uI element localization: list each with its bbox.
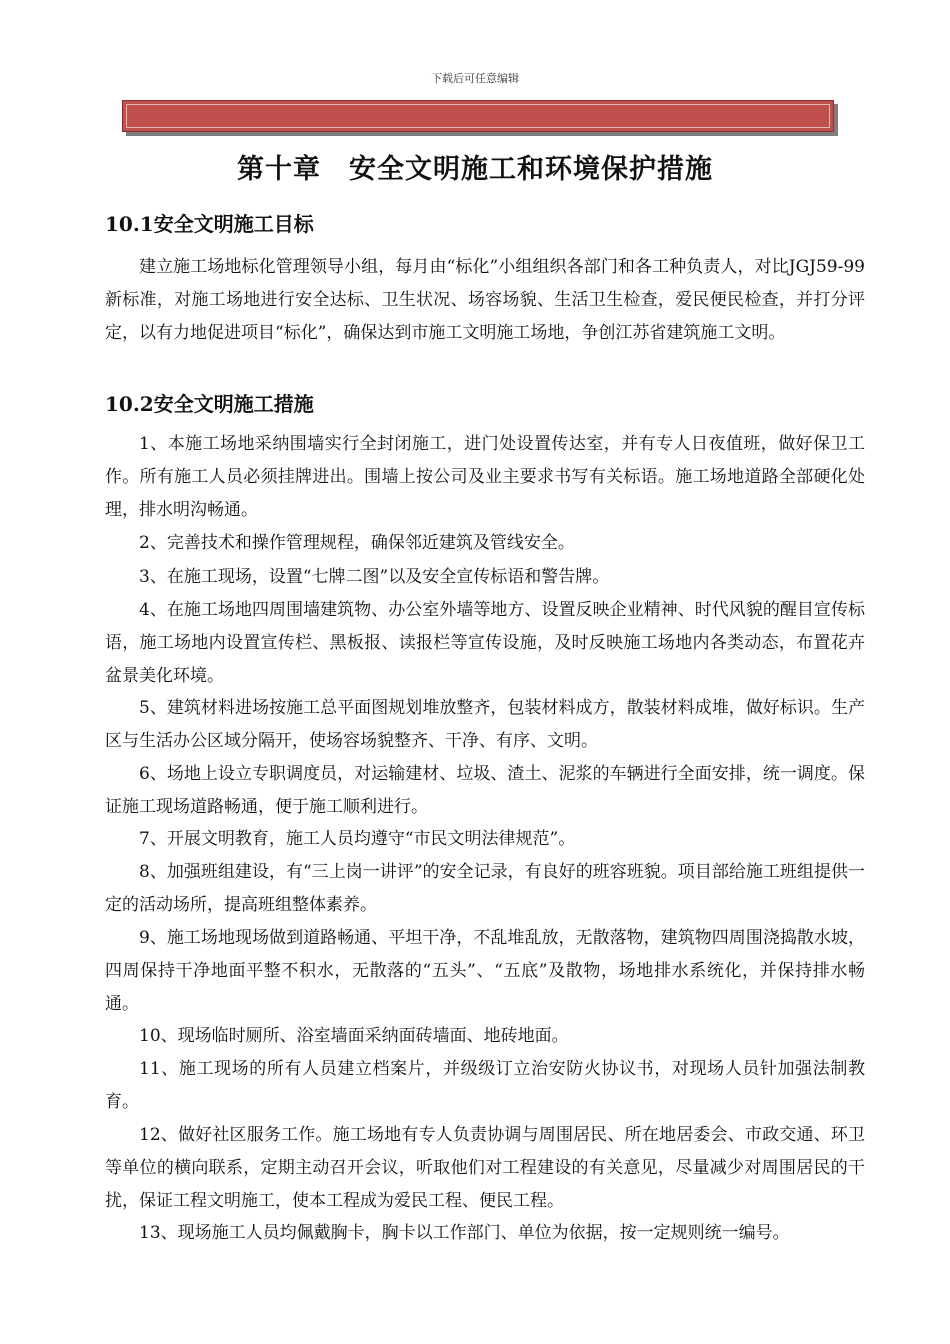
measure-item-6: 6、场地上设立专职调度员，对运输建材、垃圾、渣土、泥浆的车辆进行全面安排，统一调度。保证施工现场道路畅通，便于施工顺利进行。 [105, 764, 865, 817]
chapter-title: 第十章 安全文明施工和环境保护措施 [237, 154, 713, 185]
measure-item-10: 10、现场临时厕所、浴室墙面采纳面砖墙面、地砖地面。 [139, 1026, 569, 1046]
section-heading-10-1: 10.1安全文明施工目标 [105, 212, 314, 236]
measure-item-7: 7、开展文明教育，施工人员均遵守“市民文明法律规范”。 [139, 829, 576, 849]
measure-item-3: 3、在施工现场，设置“七牌二图”以及安全宣传标语和警告牌。 [139, 567, 610, 587]
measure-item-13: 13、现场施工人员均佩戴胸卡，胸卡以工作部门、单位为依据，按一定规则统一编号。 [139, 1223, 790, 1243]
section-heading-10-2: 10.2安全文明施工措施 [105, 392, 314, 416]
measure-item-4: 4、在施工场地四周围墙建筑物、办公室外墙等地方、设置反映企业精神、时代风貌的醒目宣传标语，施工场地内设置宣传栏、黑板报、读报栏等宣传设施，及时反映施工场地内各类动态，布置花卉盆景美化环境。 [105, 600, 865, 686]
measure-item-2: 2、完善技术和操作管理规程，确保邻近建筑及管线安全。 [139, 533, 575, 553]
measure-item-8: 8、加强班组建设，有“三上岗一讲评”的安全记录，有良好的班容班貌。项目部给施工班组提供一定的活动场所，提高班组整体素养。 [105, 862, 865, 915]
banner-inner-border [126, 104, 830, 128]
measure-item-12: 12、做好社区服务工作。施工场地有专人负责协调与周围居民、所在地居委会、市政交通、环卫等单位的横向联系，定期主动召开会议，听取他们对工程建设的有关意见，尽量减少对周围居民的干扰，保证工程文明施工，使本工程成为爱民工程、便民工程。 [105, 1125, 865, 1211]
decorative-banner [122, 100, 834, 132]
header-note: 下载后可任意编辑 [431, 72, 519, 85]
measure-item-1: 1、本施工场地采纳围墙实行全封闭施工，进门处设置传达室，并有专人日夜值班，做好保卫工作。所有施工人员必须挂牌进出。围墙上按公司及业主要求书写有关标语。施工场地道路全部硬化处理，排水明沟畅通。 [105, 434, 865, 520]
paragraph-10-1-goal: 建立施工场地标化管理领导小组，每月由“标化”小组组织各部门和各工种负责人，对比JGJ59-99新标准，对施工场地进行安全达标、卫生状况、场容场貌、生活卫生检查，爱民便民检查，并打分评定，以有力地促进项目“标化”，确保达到市施工文明施工场地，争创江苏省建筑施工文明。 [105, 257, 865, 343]
measure-item-9: 9、施工场地现场做到道路畅通、平坦干净，不乱堆乱放，无散落物，建筑物四周围浇捣散水坡，四周保持干净地面平整不积水，无散落的“五头”、“五底”及散物，场地排水系统化，并保持排水畅通。 [105, 928, 865, 1014]
measure-item-5: 5、建筑材料进场按施工总平面图规划堆放整齐，包装材料成方，散装材料成堆，做好标识。生产区与生活办公区域分隔开，使场容场貌整齐、干净、有序、文明。 [105, 698, 865, 751]
measure-item-11: 11、施工现场的所有人员建立档案片，并级级订立治安防火协议书，对现场人员针加强法制教育。 [105, 1059, 865, 1112]
